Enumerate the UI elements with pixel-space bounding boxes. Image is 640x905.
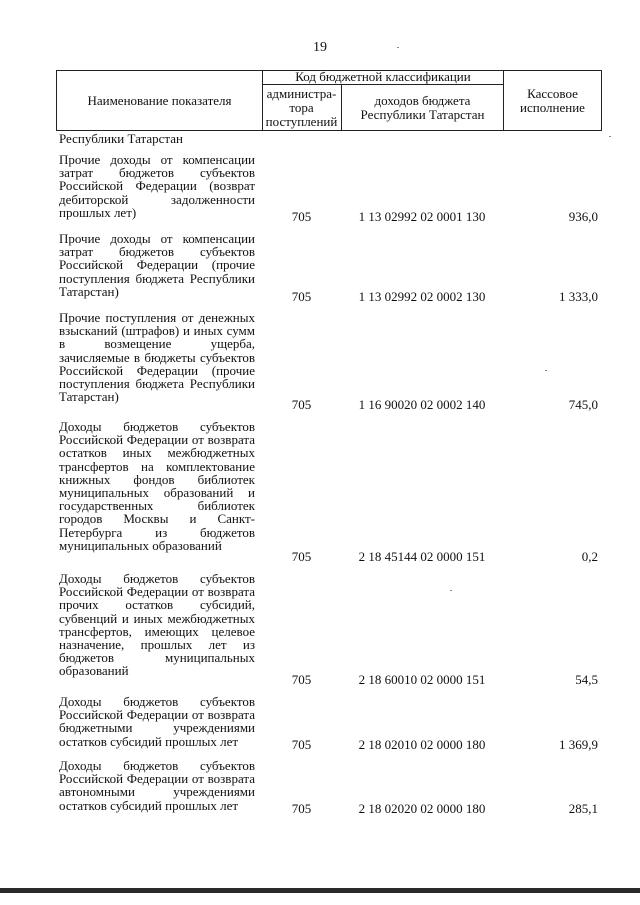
row-income-code: 1 13 02992 02 0002 130	[358, 289, 486, 304]
header-name: Наименование показателя	[87, 92, 232, 108]
row-name: Прочие доходы от компенсации затрат бюджетов субъектов Российской Федерации (прочие поступления бюджета Республики Татарстан)	[59, 231, 255, 299]
row-admin-code: 705	[291, 397, 312, 412]
row-name: Доходы бюджетов субъектов Российской Федерации от возврата бюджетными учреждениями остатков субсидий прошлых лет	[59, 694, 255, 749]
header-code-group: Код бюджетной классификации	[295, 69, 471, 84]
header-admin-line: тора	[289, 99, 314, 115]
row-amount: 285,1	[568, 801, 598, 816]
row-amount: 936,0	[568, 209, 598, 224]
scan-speck	[397, 47, 399, 48]
header-amount-line: Кассовое	[527, 85, 578, 101]
row-income-code: 2 18 02010 02 0000 180	[358, 737, 486, 752]
row-admin-code: 705	[291, 289, 312, 304]
row-admin-code: 705	[291, 801, 312, 816]
row-amount: 1 333,0	[559, 289, 598, 304]
row-name: Доходы бюджетов субъектов Российской Федерации от возврата автономными учреждениями остатков субсидий прошлых лет	[59, 758, 255, 813]
header-income-line: Республики Татарстан	[360, 106, 485, 122]
header-amount-cell	[504, 71, 601, 130]
page-number: 19	[313, 40, 327, 55]
header-admin-line: администра-	[266, 85, 337, 101]
row-admin-code: 705	[291, 209, 312, 224]
header-admin-cell	[262, 85, 341, 130]
row-amount: 1 369,9	[559, 737, 598, 752]
row-income-code: 1 13 02992 02 0001 130	[358, 209, 486, 224]
header-amount-line: исполнение	[520, 99, 585, 115]
row-income-code: 1 16 90020 02 0002 140	[358, 397, 486, 412]
row-income-code: 2 18 60010 02 0000 151	[358, 672, 486, 687]
row-name: Доходы бюджетов субъектов Российской Федерации от возврата прочих остатков субсидий, субвенций и иных межбюджетных трансфертов, имеющих целевое назначение, прошлых лет из бюджетов муниципальных образований	[59, 571, 255, 679]
row-amount: 54,5	[575, 672, 598, 687]
row-name: Прочие поступления от денежных взысканий (штрафов) и иных сумм в возмещение ущерба, зачисляемые в бюджеты субъектов Российской Федерации (прочие поступления бюджета Республики Татарстан)	[59, 310, 255, 405]
row-income-code: 2 18 45144 02 0000 151	[358, 549, 486, 564]
row-amount: 0,2	[581, 549, 598, 564]
scan-speck	[609, 136, 611, 137]
row-admin-code: 705	[291, 672, 312, 687]
scan-speck	[450, 590, 452, 591]
table-right-border	[601, 70, 602, 131]
continuation-text: Республики Татарстан	[59, 131, 183, 146]
header-income-line: доходов бюджета	[374, 92, 471, 108]
header-name-cell	[57, 71, 262, 130]
row-income-code: 2 18 02020 02 0000 180	[358, 801, 486, 816]
header-income-cell	[342, 85, 503, 130]
row-admin-code: 705	[291, 549, 312, 564]
row-amount: 745,0	[568, 397, 598, 412]
scan-bottom-edge	[0, 888, 640, 893]
header-admin-line: поступлений	[265, 113, 338, 129]
scan-speck	[545, 370, 547, 371]
header-code-group-cell	[263, 70, 503, 84]
row-admin-code: 705	[291, 737, 312, 752]
row-name: Прочие доходы от компенсации затрат бюджетов субъектов Российской Федерации (возврат дебиторской задолженности прошлых лет)	[59, 152, 255, 220]
row-name: Доходы бюджетов субъектов Российской Федерации от возврата остатков иных межбюджетных трансфертов на комплектование книжных фондов библиотек муниципальных образований и государственных библиотек городов Москвы и Санкт-Петербурга из бюджетов муниципальных образований	[59, 419, 255, 553]
